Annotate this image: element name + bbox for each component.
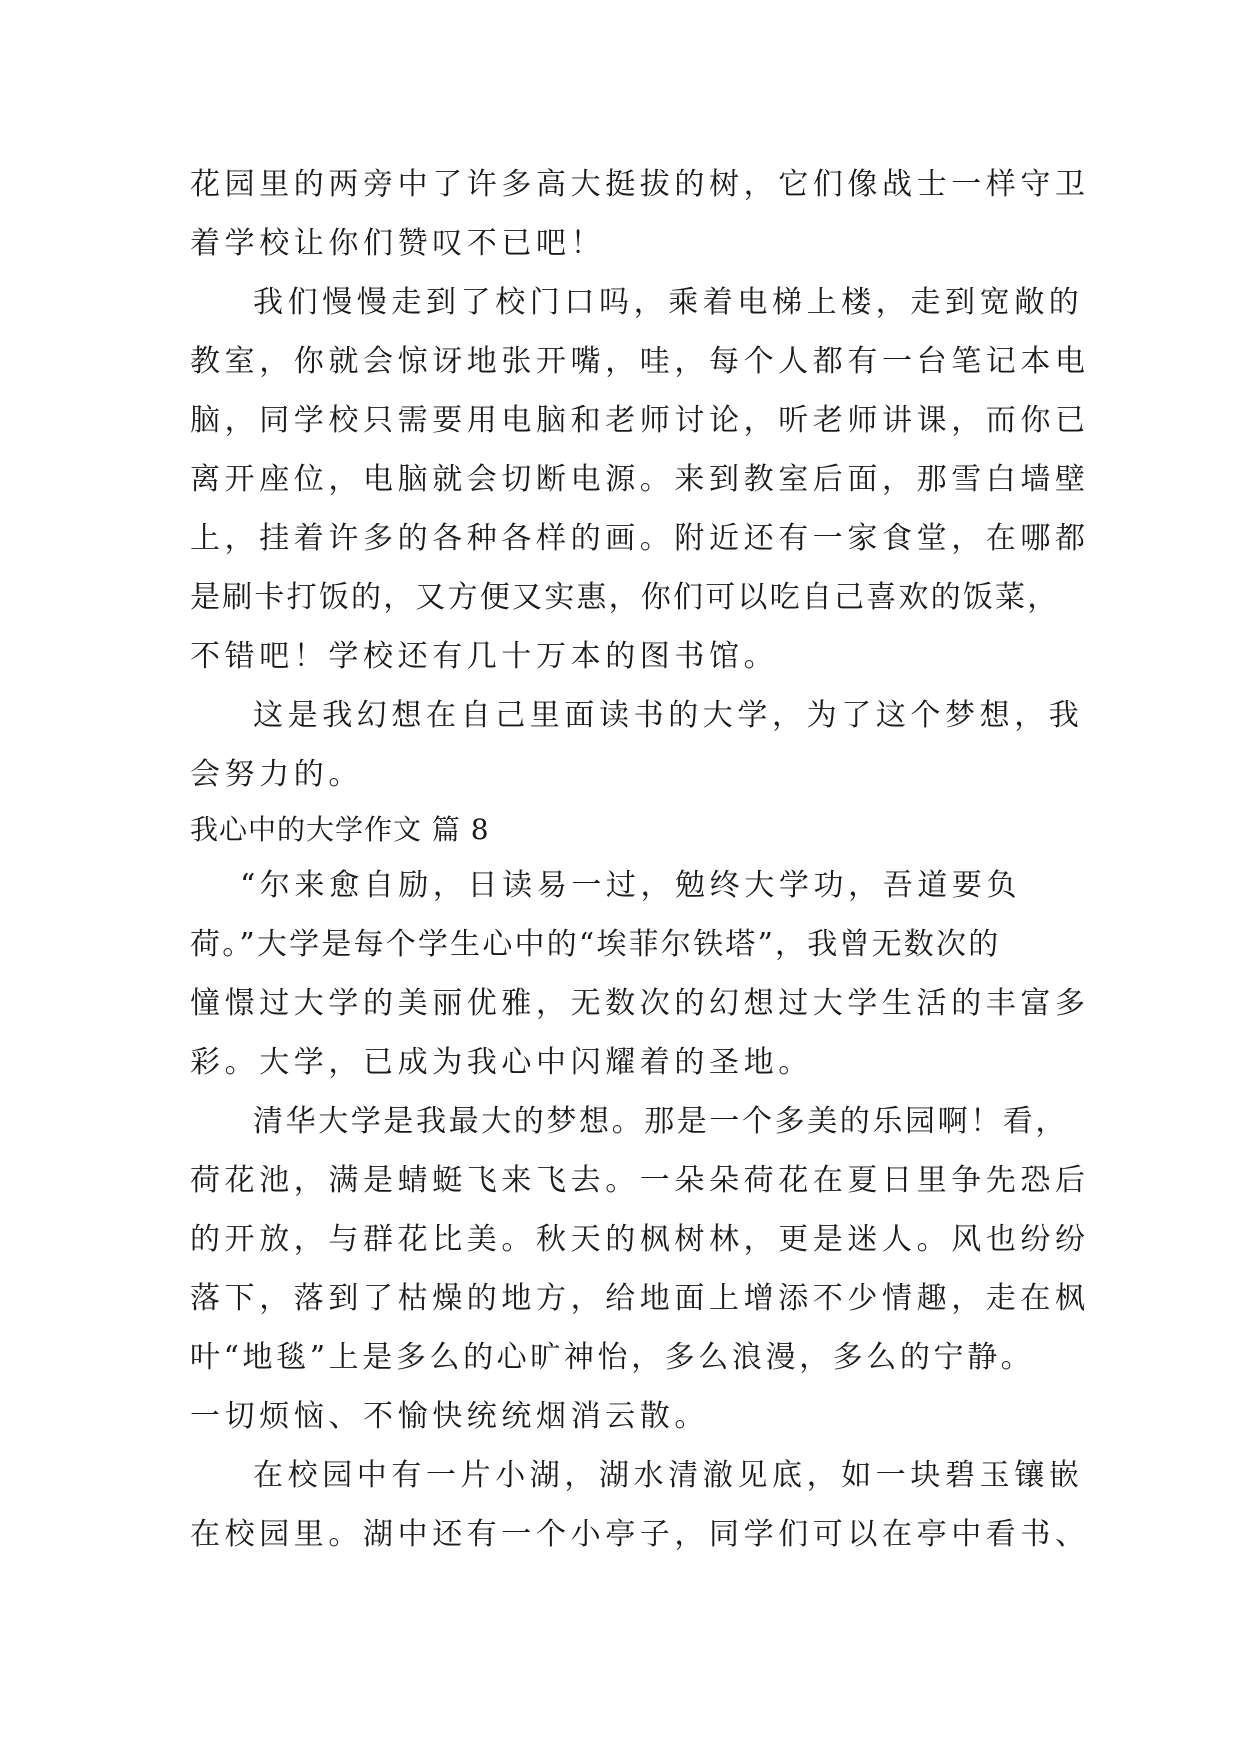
text-line: 落下，落到了枯燥的地方，给地面上增添不少情趣，走在枫: [190, 1281, 1090, 1316]
text-line: 在校园中有一片小湖，湖水清澈见底，如一块碧玉镶嵌: [253, 1458, 1084, 1493]
text-line: 着学校让你们赞叹不已吧！: [190, 226, 606, 261]
text-line: 会努力的。: [190, 757, 363, 792]
text-line: 不错吧！学校还有几十万本的图书馆。: [190, 639, 779, 674]
section-heading: 我心中的大学作文 篇 8: [190, 813, 490, 846]
text-line: 上，挂着许多的各种各样的画。附近还有一家食堂，在哪都: [190, 521, 1090, 556]
text-line: 脑，同学校只需要用电脑和老师讨论，听老师讲课，而你已: [190, 403, 1090, 438]
text-line: 叶“地毯”上是多么的心旷神怡，多么浪漫，多么的宁静。: [190, 1340, 1035, 1375]
text-line: 的开放，与群花比美。秋天的枫树林，更是迷人。风也纷纷: [190, 1222, 1090, 1257]
text-line: 彩。大学，已成为我心中闪耀着的圣地。: [190, 1045, 813, 1080]
text-line: 在校园里。湖中还有一个小亭子，同学们可以在亭中看书、: [190, 1517, 1090, 1552]
text-line: 清华大学是我最大的梦想。那是一个多美的乐园啊！看，: [253, 1104, 1068, 1139]
text-line: 一切烦恼、不愉快统统烟消云散。: [190, 1399, 709, 1434]
text-line: 荷花池，满是蜻蜓飞来飞去。一朵朵荷花在夏日里争先恐后: [190, 1163, 1090, 1198]
text-line: 离开座位，电脑就会切断电源。来到教室后面，那雪白墙壁: [190, 462, 1090, 497]
text-line: 花园里的两旁中了许多高大挺拔的树，它们像战士一样守卫: [190, 167, 1090, 202]
text-line: 是刷卡打饭的，又方便又实惠，你们可以吃自己喜欢的饭菜，: [190, 580, 1060, 615]
text-line: 我们慢慢走到了校门口吗，乘着电梯上楼，走到宽敞的: [253, 285, 1084, 320]
text-line: “尔来愈自励，日读易一过，勉终大学功，吾道要负: [240, 868, 1022, 903]
text-line: 憧憬过大学的美丽优雅，无数次的幻想过大学生活的丰富多: [190, 986, 1090, 1021]
text-line: 荷。”大学是每个学生心中的“埃菲尔铁塔”，我曾无数次的: [190, 927, 1001, 962]
text-line: 教室，你就会惊讶地张开嘴，哇，每个人都有一台笔记本电: [190, 344, 1090, 379]
document-body: [190, 155, 1090, 1564]
text-line: 这是我幻想在自己里面读书的大学，为了这个梦想，我: [253, 698, 1084, 733]
